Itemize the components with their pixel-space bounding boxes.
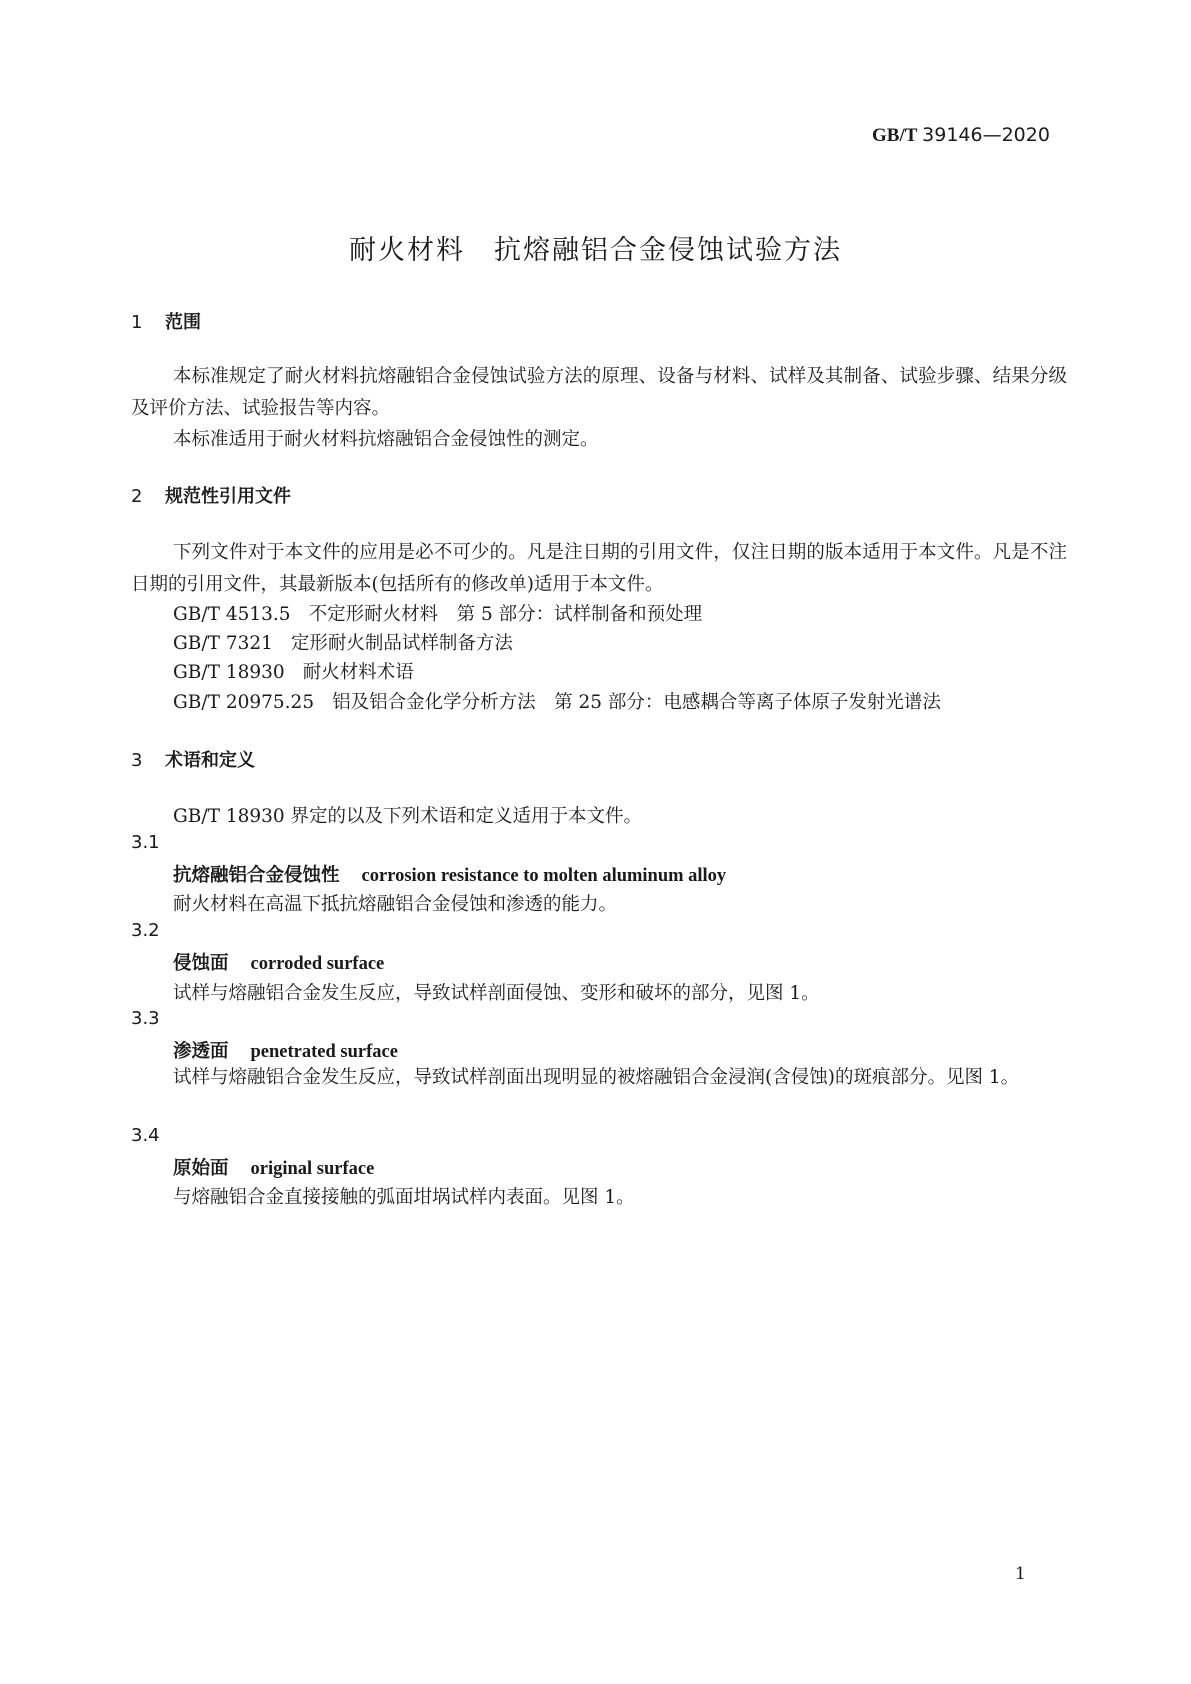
document-title: 耐火材料 抗熔融铝合金侵蚀试验方法: [349, 235, 842, 266]
section-2-number: 2: [131, 486, 143, 507]
normative-reference-item: [173, 600, 702, 626]
normative-reference-item: [173, 629, 513, 655]
page-number: 1: [1015, 1564, 1026, 1584]
standard-code-prefix: GB/T: [872, 125, 918, 146]
term-definition: 耐火材料在高温下抵抗熔融铝合金侵蚀和渗透的能力。: [173, 894, 618, 915]
section-1-number: 1: [131, 312, 143, 333]
term-number: 3.3: [131, 1008, 160, 1029]
term-heading: [173, 1154, 374, 1180]
section-1-paragraph-1: 本标准规定了耐火材料抗熔融铝合金侵蚀试验方法的原理、设备与材料、试样及其制备、试验步骤、结果分级及评价方法、试验报告等内容。: [131, 366, 1067, 419]
term-number: 3.1: [131, 832, 160, 853]
section-3-heading: [131, 746, 255, 772]
reference-title: 定形耐火制品试样制备方法: [290, 633, 513, 654]
term-number: 3.4: [131, 1125, 160, 1146]
section-1-title: 范围: [165, 312, 201, 333]
term-chinese: 抗熔融铝合金侵蚀性: [173, 865, 340, 886]
term-heading: [173, 949, 384, 975]
reference-code: GB/T 4513.5: [173, 604, 291, 625]
reference-code: GB/T 20975.25: [173, 692, 315, 713]
section-1-paragraph-2: 本标准适用于耐火材料抗熔融铝合金侵蚀性的测定。: [173, 429, 599, 450]
term-chinese: 侵蚀面: [173, 953, 229, 974]
term-heading: [173, 1037, 398, 1063]
section-3-intro: GB/T 18930 界定的以及下列术语和定义适用于本文件。: [173, 806, 643, 827]
term-definition: 与熔融铝合金直接接触的弧面坩埚试样内表面。见图 1。: [173, 1187, 635, 1208]
normative-reference-item: [173, 688, 941, 714]
term-number: 3.2: [131, 920, 160, 941]
reference-title: 不定形耐火材料 第 5 部分：试样制备和预处理: [308, 604, 703, 625]
term-chinese: 渗透面: [173, 1041, 229, 1062]
standard-code: [872, 124, 1050, 147]
term-english: corroded surface: [250, 954, 385, 974]
term-definition: 试样与熔融铝合金发生反应，导致试样剖面侵蚀、变形和破坏的部分，见图 1。: [173, 983, 820, 1004]
standard-code-number: 39146—2020: [922, 124, 1050, 146]
section-2-title: 规范性引用文件: [165, 486, 291, 507]
term-english: penetrated surface: [250, 1042, 398, 1062]
section-3-number: 3: [131, 750, 143, 771]
reference-code: GB/T 7321: [173, 633, 273, 654]
term-chinese: 原始面: [173, 1158, 229, 1179]
section-1-heading: [131, 308, 201, 334]
term-english: corrosion resistance to molten aluminum alloy: [361, 866, 727, 886]
term-definition: 试样与熔融铝合金发生反应，导致试样剖面出现明显的被熔融铝合金浸润(含侵蚀)的斑痕部分。见图 1。: [173, 1067, 1020, 1088]
section-3-title: 术语和定义: [165, 750, 255, 771]
reference-code: GB/T 18930: [173, 662, 285, 683]
reference-title: 耐火材料术语: [302, 662, 414, 683]
normative-reference-item: [173, 658, 414, 684]
section-2-heading: [131, 482, 291, 508]
reference-title: 铝及铝合金化学分析方法 第 25 部分：电感耦合等离子体原子发射光谱法: [332, 692, 941, 713]
section-2-paragraph-1: 下列文件对于本文件的应用是必不可少的。凡是注日期的引用文件，仅注日期的版本适用于本文件。凡是不注日期的引用文件，其最新版本(包括所有的修改单)适用于本文件。: [131, 542, 1067, 595]
term-heading: [173, 861, 726, 887]
term-english: original surface: [250, 1159, 375, 1179]
